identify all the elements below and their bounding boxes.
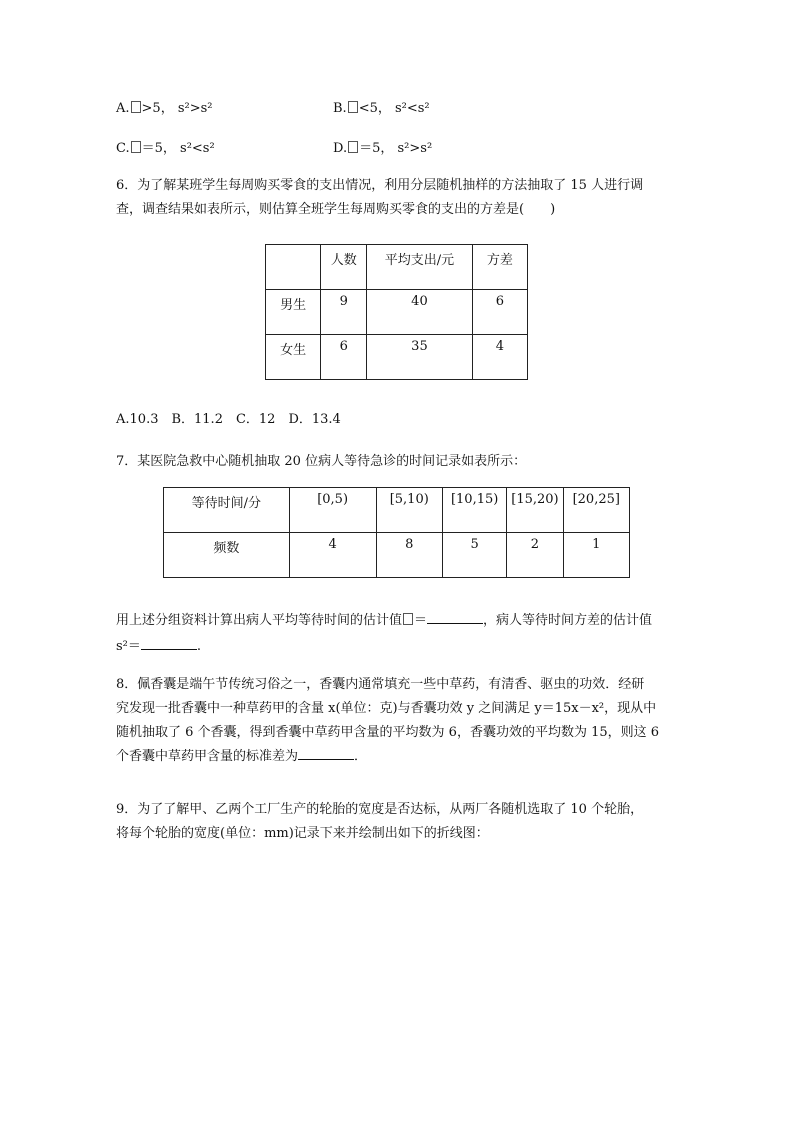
q8-line-1: 8．佩香囊是端午节传统习俗之一，香囊内通常填充一些中草药，有清香、驱虫的功效．经研 <box>116 677 645 692</box>
table-cell: 4 <box>289 533 376 578</box>
q5-option-b <box>333 97 430 116</box>
q7-stem: 7．某医院急救中心随机抽取 20 位病人等待急诊的时间记录如表所示： <box>116 454 527 469</box>
q7-question-line-2 <box>116 635 201 654</box>
q6-line-1: 6．为了解某班学生每周购买零食的支出情况，利用分层随机抽样的方法抽取了 15 人进行调 <box>116 178 644 193</box>
q8-stem <box>116 673 682 769</box>
xbar-placeholder-icon <box>131 101 141 113</box>
table-cell: 9 <box>321 290 367 335</box>
xbar-placeholder-icon <box>403 613 413 625</box>
table-header: 人数 <box>321 245 367 290</box>
q7-text: ＝ <box>414 613 428 628</box>
table-header: 平均支出/元 <box>367 245 472 290</box>
table-header: [20,25] <box>563 488 629 533</box>
table-header: [0,5) <box>289 488 376 533</box>
q6-stem <box>116 174 682 222</box>
q7-table <box>163 487 630 578</box>
q8-text: ． <box>354 749 368 764</box>
table-cell: 1 <box>563 533 629 578</box>
option-text: >5， s²>s² <box>141 101 213 116</box>
option-text: ＝5， s²>s² <box>359 141 433 156</box>
xbar-placeholder-icon <box>131 141 141 153</box>
q5-option-c <box>116 137 215 156</box>
table-row <box>266 290 528 335</box>
table-header: [5,10) <box>376 488 442 533</box>
table-cell <box>266 245 321 290</box>
q5-option-d <box>333 137 432 156</box>
table-row <box>266 245 528 290</box>
q8-text: 个香囊中草药甲含量的标准差为 <box>116 749 299 764</box>
table-row <box>164 488 630 533</box>
table-cell: 2 <box>507 533 563 578</box>
q5-option-a <box>116 97 213 116</box>
table-cell: 35 <box>367 335 472 380</box>
table-row <box>266 335 528 380</box>
table-row <box>164 533 630 578</box>
table-cell: 男生 <box>266 290 321 335</box>
q6-options: A.10.3 B．11.2 C．12 D．13.4 <box>116 412 341 427</box>
q7-text: 用上述分组资料计算出病人平均等待时间的估计值 <box>116 613 403 628</box>
option-letter: C. <box>116 141 130 156</box>
option-letter: D. <box>333 141 348 156</box>
answer-blank[interactable] <box>427 611 483 624</box>
table-cell: 5 <box>442 533 506 578</box>
table-header: 等待时间/分 <box>164 488 290 533</box>
q6-line-2: 查，调查结果如表所示，则估算全班学生每周购买零食的支出的方差是( ) <box>116 202 556 217</box>
table-cell: 女生 <box>266 335 321 380</box>
q7-text: . <box>196 639 202 654</box>
table-cell: 6 <box>321 335 367 380</box>
q8-line-2: 究发现一批香囊中一种草药甲的含量 x(单位：克)与香囊功效 y 之间满足 y＝15x－x²，现从中 <box>116 701 657 716</box>
option-text: <5， s²<s² <box>358 101 430 116</box>
table-cell: 8 <box>376 533 442 578</box>
q9-stem <box>116 798 682 846</box>
table-header: [10,15) <box>442 488 506 533</box>
table-cell: 频数 <box>164 533 290 578</box>
q9-line-2: 将每个轮胎的宽度(单位：mm)记录下来并绘制出如下的折线图： <box>116 826 489 841</box>
q9-line-1: 9．为了了解甲、乙两个工厂生产的轮胎的宽度是否达标，从两厂各随机选取了 10 个轮胎， <box>116 802 644 817</box>
q6-table <box>265 244 528 380</box>
q7-text: ，病人等待时间方差的估计值 <box>483 613 653 628</box>
option-letter: B. <box>333 101 347 116</box>
table-header: [15,20) <box>507 488 563 533</box>
q8-line-3: 随机抽取了 6 个香囊，得到香囊中草药甲含量的平均数为 6，香囊功效的平均数为 15，则这 6 <box>116 725 660 740</box>
xbar-placeholder-icon <box>348 101 358 113</box>
table-header: 方差 <box>472 245 527 290</box>
xbar-placeholder-icon <box>348 141 358 153</box>
option-text: ＝5， s²<s² <box>141 141 215 156</box>
q7-text: s²＝ <box>116 639 141 654</box>
q8-line-4 <box>116 745 682 769</box>
table-cell: 40 <box>367 290 472 335</box>
answer-blank[interactable] <box>141 637 197 650</box>
table-cell: 6 <box>472 290 527 335</box>
q7-question-line <box>116 609 652 628</box>
table-cell: 4 <box>472 335 527 380</box>
option-letter: A. <box>116 101 130 116</box>
answer-blank[interactable] <box>298 747 354 760</box>
